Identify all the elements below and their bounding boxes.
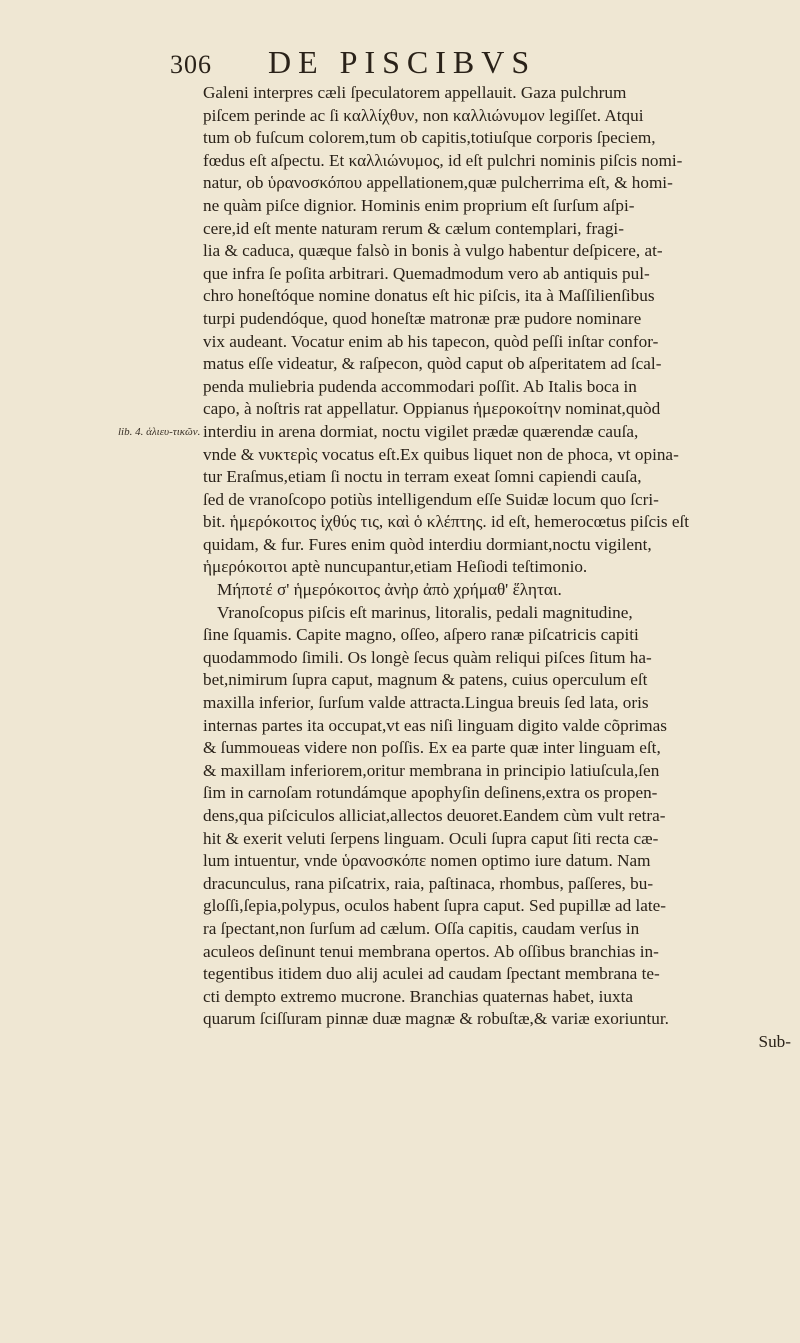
text-line: tur Eraſmus,etiam ſi noctu in terram exeat ſomni capiendi cauſa, bbox=[203, 467, 642, 487]
body-text bbox=[203, 82, 791, 1054]
text-line: vnde & νυκτερὶς vocatus eſt.Ex quibus liquet non de phoca, vt opina- bbox=[203, 444, 679, 464]
text-line: tegentibus itidem duo alij aculei ad caudam ſpectant membrana te- bbox=[203, 964, 660, 984]
text-line: aculeos deſinunt tenui membrana opertos. Ab oſſibus branchias in- bbox=[203, 941, 659, 961]
text-line: quidam, & fur. Fures enim quòd interdiu dormiant,noctu vigilent, bbox=[203, 534, 652, 554]
text-line: internas partes ita occupat,vt eas niſi linguam digito valde cõprimas bbox=[203, 715, 667, 735]
text-line: ne quàm piſce dignior. Hominis enim proprium eſt ſurſum aſpi- bbox=[203, 195, 635, 215]
text-line: gloſſi,ſepia,polypus, oculos habent ſupra caput. Sed pupillæ ad late- bbox=[203, 896, 667, 916]
margin-note: lib. 4. ἁλιευ-τικῶν. bbox=[118, 426, 201, 438]
verse-quotation: Μήποτέ σ' ἡμερόκοιτος ἀνὴρ ἀπὸ χρήμαθ' ἕληται. bbox=[217, 580, 562, 600]
text-line: cere,id eſt mente naturam rerum & cælum contemplari, fragi- bbox=[203, 218, 624, 238]
text-line: bit. ἡμερόκοιτος ἰχθύς τις, καὶ ὁ κλέπτης. id eſt, hemerocœtus piſcis eſt bbox=[203, 512, 690, 532]
text-line: turpi pudendóque, quod honeſtæ matronæ præ pudore nominare bbox=[203, 308, 642, 328]
text-line: matus eſſe videatur, & raſpecon, quòd caput ob aſperitatem ad ſcal- bbox=[203, 354, 662, 374]
text-line: Vranoſcopus piſcis eſt marinus, litoralis, pedali magnitudine, bbox=[217, 602, 633, 622]
text-line: piſcem perinde ac ſi καλλίχθυν, non καλλιώνυμον legiſſet. Atqui bbox=[203, 105, 644, 125]
text-line: Galeni interpres cæli ſpeculatorem appellauit. Gaza pulchrum bbox=[203, 83, 627, 102]
text-line: ſim in carnoſam rotundámque apophyſin deſinens,extra os propen- bbox=[203, 783, 658, 803]
text-line: fœdus eſt aſpectu. Et καλλιώνυμος, id eſt pulchri nominis piſcis nomi- bbox=[203, 150, 683, 170]
text-line: ſed de vranoſcopo potiùs intelligendum eſſe Suidæ locum quo ſcri- bbox=[203, 489, 659, 509]
text-line: natur, ob ὑρανοσκόπου appellationem,quæ pulcherrima eſt, & homi- bbox=[203, 173, 673, 193]
catchword: Sub- bbox=[758, 1031, 791, 1051]
text-line: quarum ſciſſuram pinnæ duæ magnæ & robuſtæ,& variæ exoriuntur. bbox=[203, 1009, 669, 1029]
text-line: dracunculus, rana piſcatrix, raia, paſtinaca, rhombus, paſſeres, bu- bbox=[203, 873, 654, 893]
text-line: bet,nimirum ſupra caput, magnum & patens, cuius operculum eſt bbox=[203, 670, 648, 690]
text-line: dens,qua piſciculos alliciat,allectos deuoret.Eandem cùm vult retra- bbox=[203, 806, 666, 825]
text-line: lum intuentur, vnde ὑρανοσκόπε nomen optimo iure datum. Nam bbox=[203, 851, 651, 871]
text-line: chro honeſtóque nomine donatus eſt hic piſcis, ita à Maſſilienſibus bbox=[203, 286, 655, 306]
text-line: vix audeant. Vocatur enim ab his tapecon, quòd peſſi inſtar confor- bbox=[203, 331, 659, 351]
text-line: & ſummoueas videre non poſſis. Ex ea parte quæ inter linguam eſt, bbox=[203, 738, 661, 758]
page-number: 306 bbox=[170, 50, 212, 79]
text-line: ἡμερόκοιτοι aptè nuncupantur,etiam Heſiodi teſtimonio. bbox=[203, 557, 588, 577]
text-line: maxilla inferior, ſurſum valde attracta.Lingua breuis ſed lata, oris bbox=[203, 693, 649, 713]
text-line: ra ſpectant,non ſurſum ad cælum. Oſſa capitis, caudam verſus in bbox=[203, 918, 640, 938]
text-line: lia & caduca, quæque falsò in bonis à vulgo habentur deſpicere, at- bbox=[203, 241, 663, 261]
text-line: tum ob fuſcum colorem,tum ob capitis,totiuſque corporis ſpeciem, bbox=[203, 128, 656, 148]
text-line: interdiu in arena dormiat, noctu vigilet prædæ quærendæ cauſa, bbox=[203, 421, 639, 441]
text-line: penda muliebria pudenda accommodari poſſit. Ab Italis boca in bbox=[203, 376, 637, 396]
text-line: quodammodo ſimili. Os longè ſecus quàm reliqui piſces ſitum ha- bbox=[203, 647, 652, 667]
text-line: capo, à noſtris rat appellatur. Oppianus ἡμεροκοίτην nominat,quòd bbox=[203, 399, 661, 419]
text-line: & maxillam inferiorem,oritur membrana in principio latiuſcula,ſen bbox=[203, 760, 660, 780]
text-line: hit & exerit veluti ſerpens linguam. Oculi ſupra caput ſiti recta cæ- bbox=[203, 828, 659, 848]
text-line: que infra ſe poſita arbitrari. Quemadmodum vero ab antiquis pul- bbox=[203, 263, 650, 283]
text-line: ſine ſquamis. Capite magno, oſſeo, aſpero ranæ piſcatricis capiti bbox=[203, 625, 639, 645]
text-line: cti dempto extremo mucrone. Branchias quaternas habet, iuxta bbox=[203, 986, 634, 1006]
running-title: DE PISCIBVS bbox=[268, 44, 537, 80]
